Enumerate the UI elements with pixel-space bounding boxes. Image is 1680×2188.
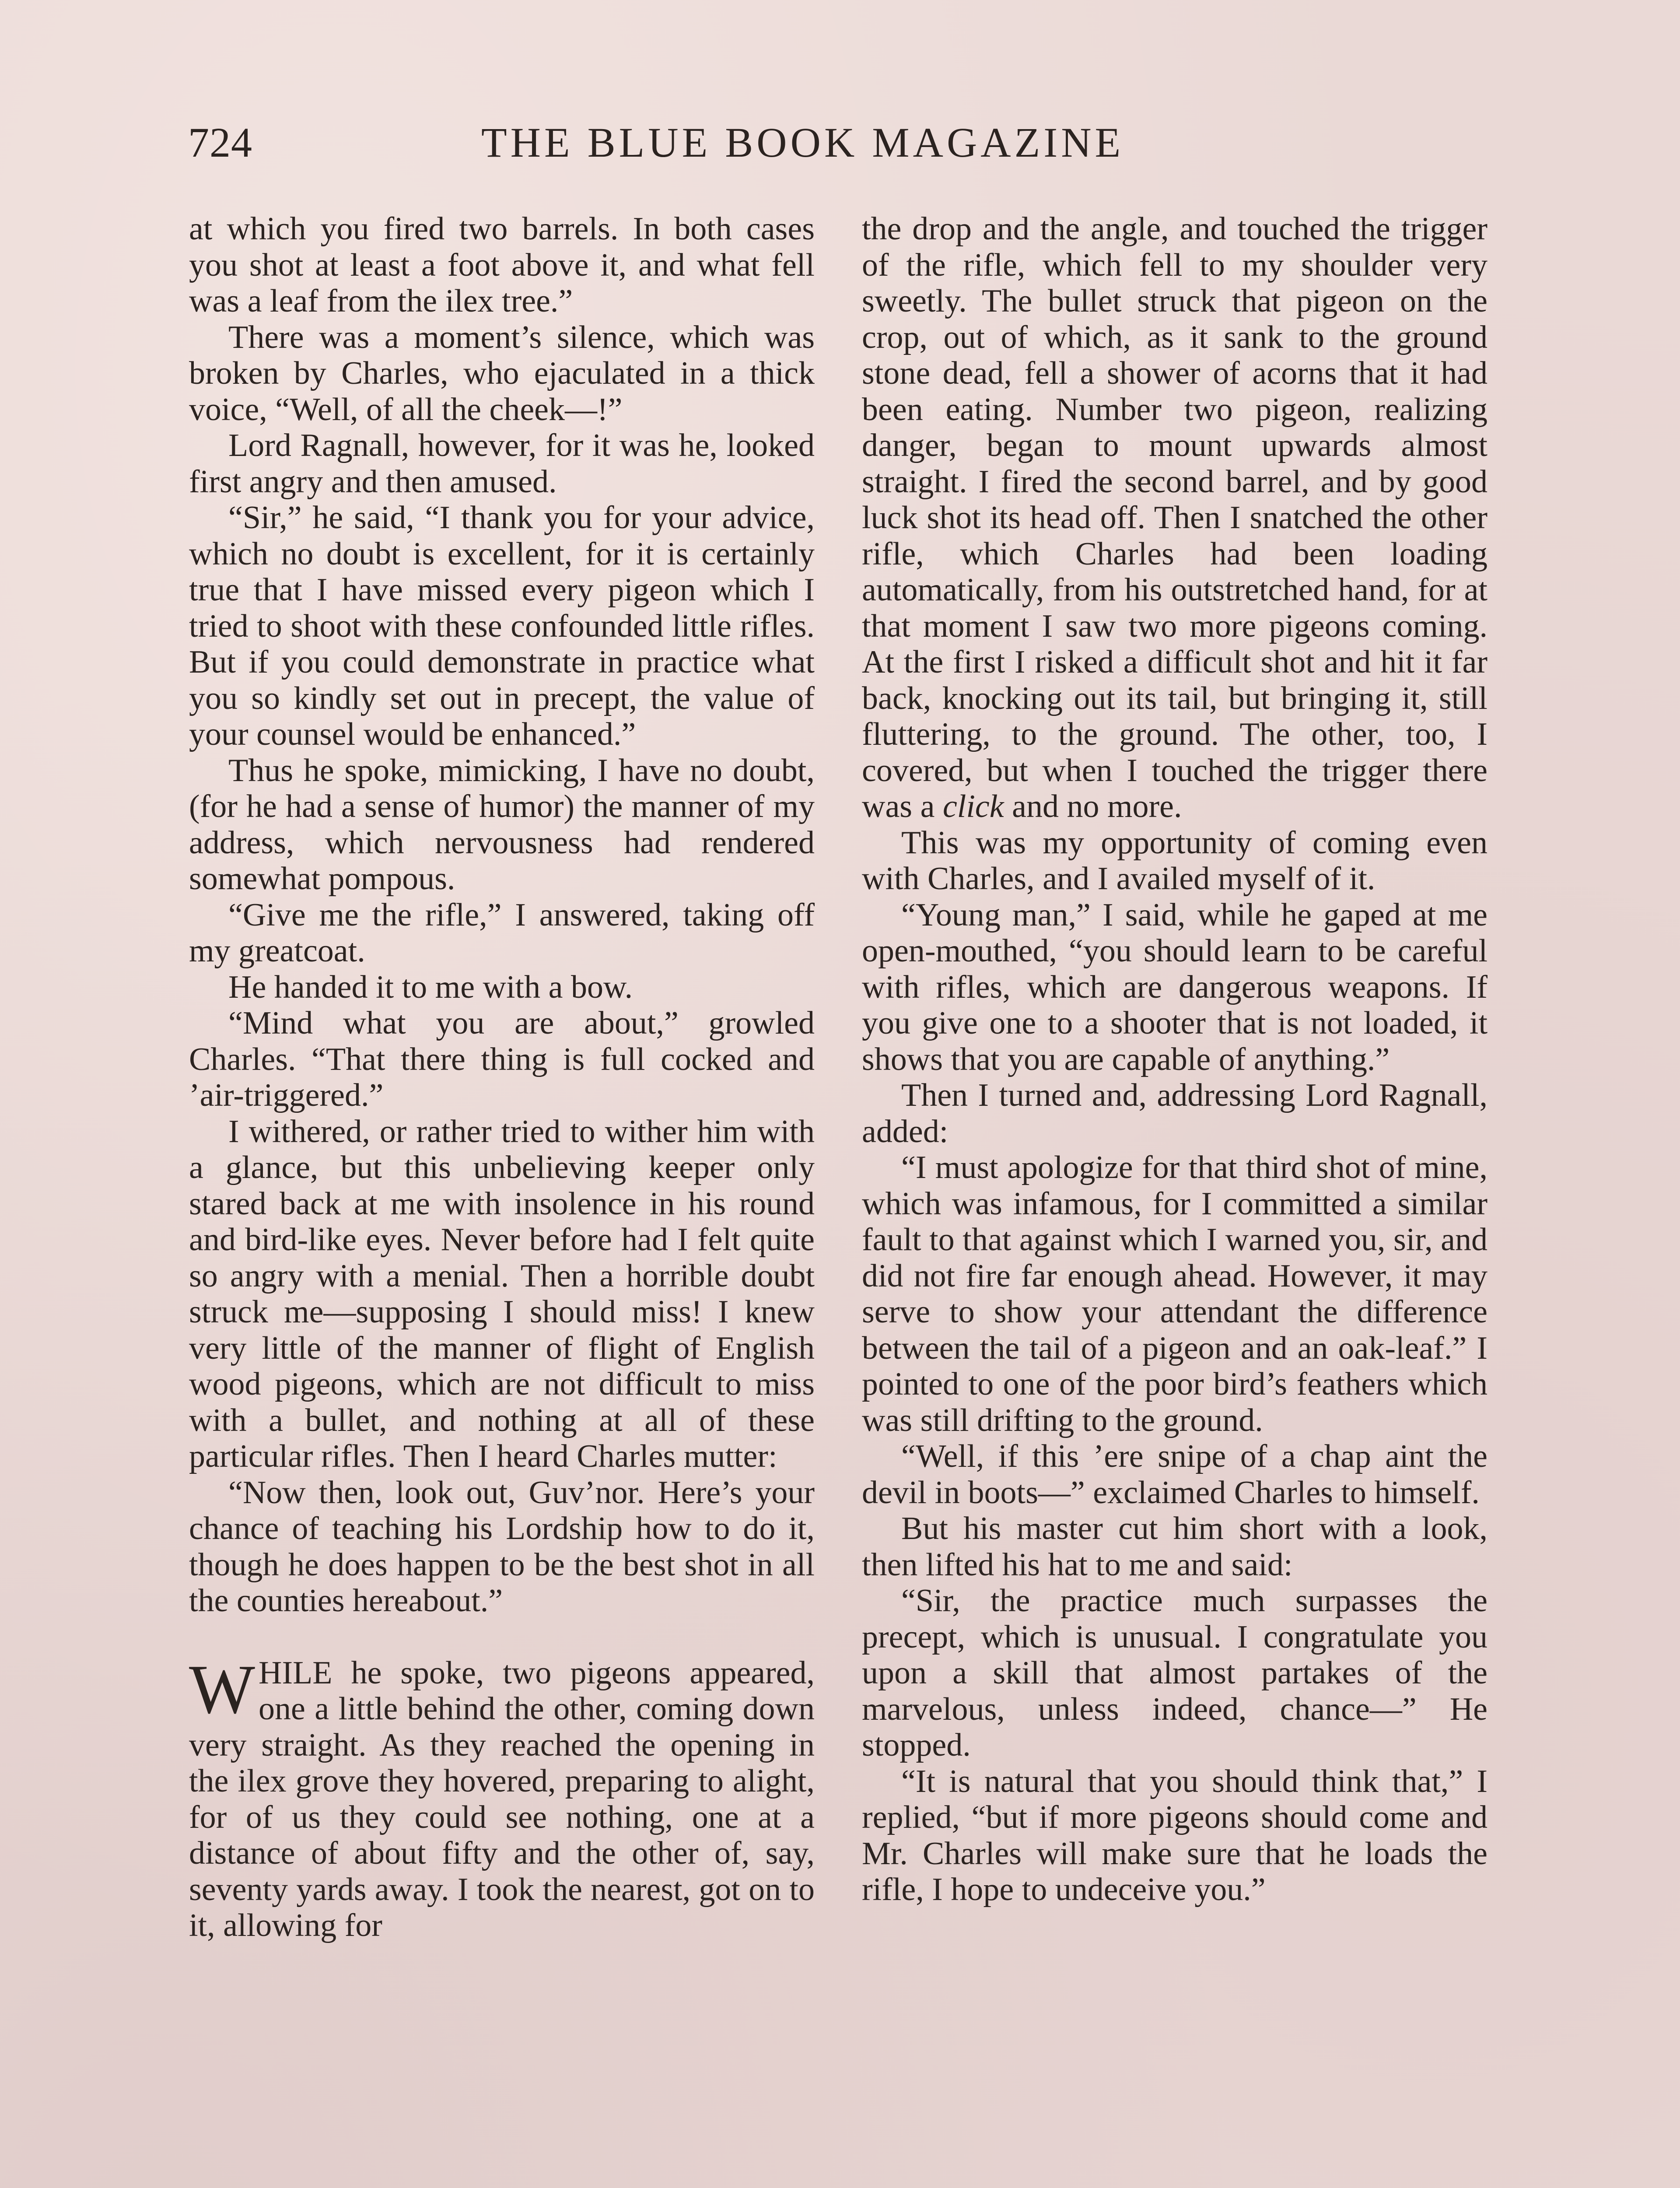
paragraph-text-end: and no more. [1012,789,1182,824]
page-header [188,114,1501,175]
paragraph: “Mind what you are about,” growled Charles. “That there thing is full cocked and ’air-triggered.” [189,1005,815,1113]
drop-cap-paragraph [189,1650,815,1944]
drop-cap-letter: W [189,1650,256,1728]
paragraph: Thus he spoke, mimicking, I have no doubt, (for he had a sense of humor) the manner of my address, which nervousness had rendered somewhat pompous. [189,752,815,897]
paragraph: “It is natural that you should think that,” I replied, “but if more pigeons should come and Mr. Charles will make sure that he loads the rifle, I hope to undeceive you.” [862,1763,1488,1907]
paragraph: Lord Ragnall, however, for it was he, looked first angry and then amused. [189,428,815,500]
section-break [189,1619,815,1655]
paragraph: “I must apologize for that third shot of mine, which was infamous, for I committed a similar fault to that against which I warned you, sir, and did not fire far enough ahead. However, it may serve to show your attendant the difference between the tail of a pigeon and an oak-leaf.” I pointed to one of the poor bird’s feathers which was still drifting to the ground. [862,1150,1488,1438]
paragraph: He handed it to me with a bow. [228,969,633,1005]
paragraph: “Sir,” he said, “I thank you for your advice, which no doubt is excellent, for it is certainly true that I have missed every pigeon which I tried to shoot with these confounded little rifles. But if you could demonstrate in practice what you so kindly set out in precept, the value of your counsel would be enhanced.” [189,500,815,752]
paragraph: There was a moment’s silence, which was broken by Charles, who ejaculated in a thick voice, “Well, of all the cheek—!” [189,319,815,428]
italic-word: click [942,789,1004,824]
page-number: 724 [188,119,252,166]
paragraph: This was my opportunity of coming even with Charles, and I availed myself of it. [862,824,1488,897]
paragraph: “Young man,” I said, while he gaped at me open-mouthed, “you should learn to be careful with rifles, which are dangerous weapons. If you give one to a shooter that is not loaded, it shows that you are capable of anything.” [862,897,1488,1077]
paragraph [862,211,1488,825]
right-column [862,211,1488,1908]
paragraph: “Now then, look out, Guv’nor. Here’s your chance of teaching his Lordship how to do it, though he does happen to be the best shot in all the counties hereabout.” [189,1474,815,1619]
drop-cap-paragraph-text: HILE he spoke, two pigeons appeared, one a little behind the other, coming down very straight. As they reached the opening in the ilex grove they hovered, preparing to alight, for of us they could see nothing, one at a distance of about fifty and the other of, say, seventy yards away. I took the nearest, got on to it, allowing for [189,1655,815,1943]
paragraph: I withered, or rather tried to wither him with a glance, but this unbelieving keeper only stared back at me with insolence in his round and bird-like eyes. Never before had I felt quite so angry with a menial. Then a horrible doubt struck me—supposing I should miss! I knew very little of the manner of flight of English wood pigeons, which are not difficult to miss with a bullet, and nothing at all of these particular rifles. Then I heard Charles mutter: [189,1113,815,1474]
paragraph: at which you fired two barrels. In both cases you shot at least a foot above it, and what fell was a leaf from the ilex tree.” [189,211,815,319]
paragraph: But his master cut him short with a look, then lifted his hat to me and said: [862,1511,1488,1583]
paper-wear-shading [0,2179,394,2188]
paragraph: “Sir, the practice much surpasses the precept, which is unusual. I congratulate you upon a skill that almost partakes of the marvelous, unless indeed, chance—” He stopped. [862,1583,1488,1763]
magazine-title: THE BLUE BOOK MAGAZINE [481,119,1124,166]
paragraph: “Well, if this ’ere snipe of a chap aint the devil in boots—” exclaimed Charles to himself. [862,1438,1488,1511]
paragraph-text: the drop and the angle, and touched the trigger of the rifle, which fell to my shoulder very sweetly. The bullet struck that pigeon on the crop, out of which, as it sank to the ground stone dead, fell a shower of acorns that it had been eating. Number two pigeon, realizing danger, began to mount upwards almost straight. I fired the second barrel, and by good luck shot its head off. Then I snatched the other rifle, which Charles had been loading automatically, from his outstretched hand, for at that moment I saw two more pigeons coming. At the first I risked a difficult shot and hit it far back, knocking out its tail, but bringing it, still fluttering, to the ground. The other, too, I covered, but when I touched the trigger there was a [862,211,1488,824]
left-column [189,211,815,1944]
paragraph: Then I turned and, addressing Lord Ragnall, added: [862,1077,1488,1150]
paragraph: “Give me the rifle,” I answered, taking off my greatcoat. [189,897,815,969]
